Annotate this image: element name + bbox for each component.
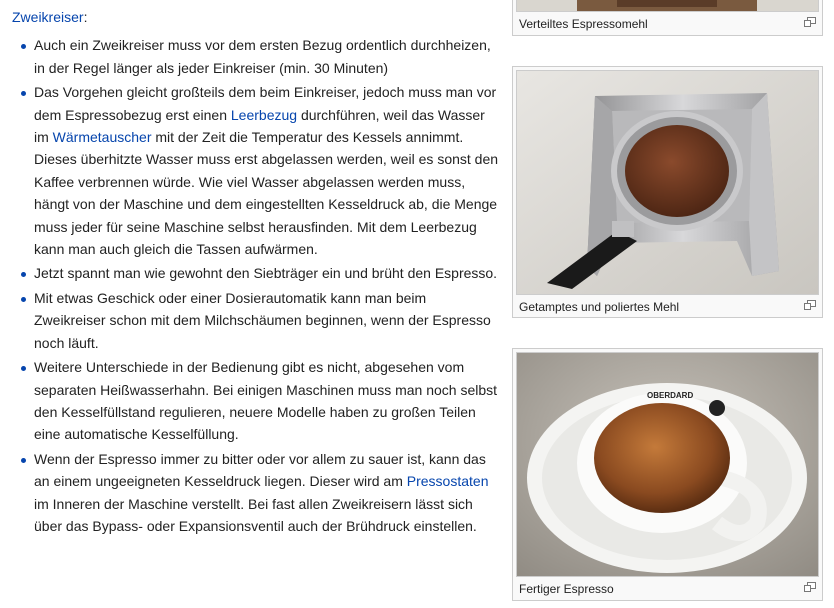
tamped-image[interactable] <box>516 70 819 295</box>
inline-link[interactable]: Pressostaten <box>406 473 489 490</box>
list-item <box>34 262 500 284</box>
cup-image[interactable] <box>516 352 819 577</box>
list-item-text: Weitere Unterschiede in der Bedienung gibt es nicht, abgesehen vom separaten Heißwasserhahn. Bei einigen Maschinen muss man noch selbst den Kesselfüllstand regulieren, neuere Modelle haben zu großen Teilen eine automatische Kesselfüllung. <box>34 359 498 443</box>
espresso-powder-image[interactable] <box>516 0 819 12</box>
list-item-text: Mit etwas Geschick oder einer Dosierautomatik kann man beim Zweikreiser schon mit dem Milchschäumen beginnen, wenn der Espresso noch läuft. <box>34 289 491 351</box>
list-item-text: Wenn der Espresso immer zu bitter oder vor allem zu sauer ist, kann das an einem ungeeigneten Kesseldruck liegen. Dieser wird am <box>34 450 486 490</box>
section-intro <box>12 6 500 28</box>
caption-text: Getamptes und poliertes Mehl <box>519 300 680 314</box>
list-item <box>34 448 500 538</box>
magnify-icon[interactable] <box>804 582 816 592</box>
caption-text: Verteiltes Espressomehl <box>519 17 648 31</box>
section-colon: : <box>83 9 88 25</box>
list-item <box>34 81 500 260</box>
list-item-text: durchführen, weil das Wasser im <box>34 106 485 146</box>
thumb-espresso-powder <box>512 0 823 36</box>
thumb-caption <box>513 12 822 37</box>
thumb-cup <box>512 348 823 601</box>
list-item-text: Auch ein Zweikreiser muss vor dem ersten Bezug ordentlich durchheizen, in der Regel länger als jeder Einkreiser (min. 30 Minuten) <box>34 37 491 76</box>
bullet-list <box>12 34 500 537</box>
cup-logo: OBERDARD <box>647 391 694 400</box>
zweikreiser-link[interactable]: Zweikreiser <box>12 9 84 25</box>
list-item <box>34 34 500 79</box>
inline-link[interactable]: Leerbezug <box>230 106 298 123</box>
article-content <box>12 6 500 539</box>
inline-link[interactable]: Wärmetauscher <box>52 129 152 146</box>
list-item <box>34 356 500 446</box>
magnify-icon[interactable] <box>804 300 816 310</box>
list-item <box>34 287 500 354</box>
thumb-caption <box>513 577 822 602</box>
list-item-text: mit der Zeit die Temperatur des Kessels annimmt. Dieses überhitzte Wasser muss erst abgelassen werden, weil es sonst den Kaffee verbrennen würde. Wie viel Wasser abgelassen werden muss, hängt von der Maschine und dem eingestellten Kesseldruck ab, die Menge muss jeder für seine Maschine selbst herausfinden. Mit dem Leerbezug kann man auch gleich die Tassen aufwärmen. <box>34 129 499 258</box>
magnify-icon[interactable] <box>804 17 816 27</box>
thumb-caption <box>513 295 822 320</box>
list-item-text: Jetzt spannt man wie gewohnt den Siebträger ein und brüht den Espresso. <box>34 265 498 282</box>
thumb-tamped <box>512 66 823 318</box>
list-item-text: Das Vorgehen gleicht großteils dem beim Einkreiser, jedoch muss man vor dem Espressobezug erst einen <box>34 84 497 123</box>
caption-text: Fertiger Espresso <box>519 582 614 596</box>
list-item-text: im Inneren der Maschine verstellt. Bei fast allen Zweikreisern lässt sich über das Bypass- oder Expansionsventil auch der Brühdruck einstellen. <box>34 495 477 534</box>
